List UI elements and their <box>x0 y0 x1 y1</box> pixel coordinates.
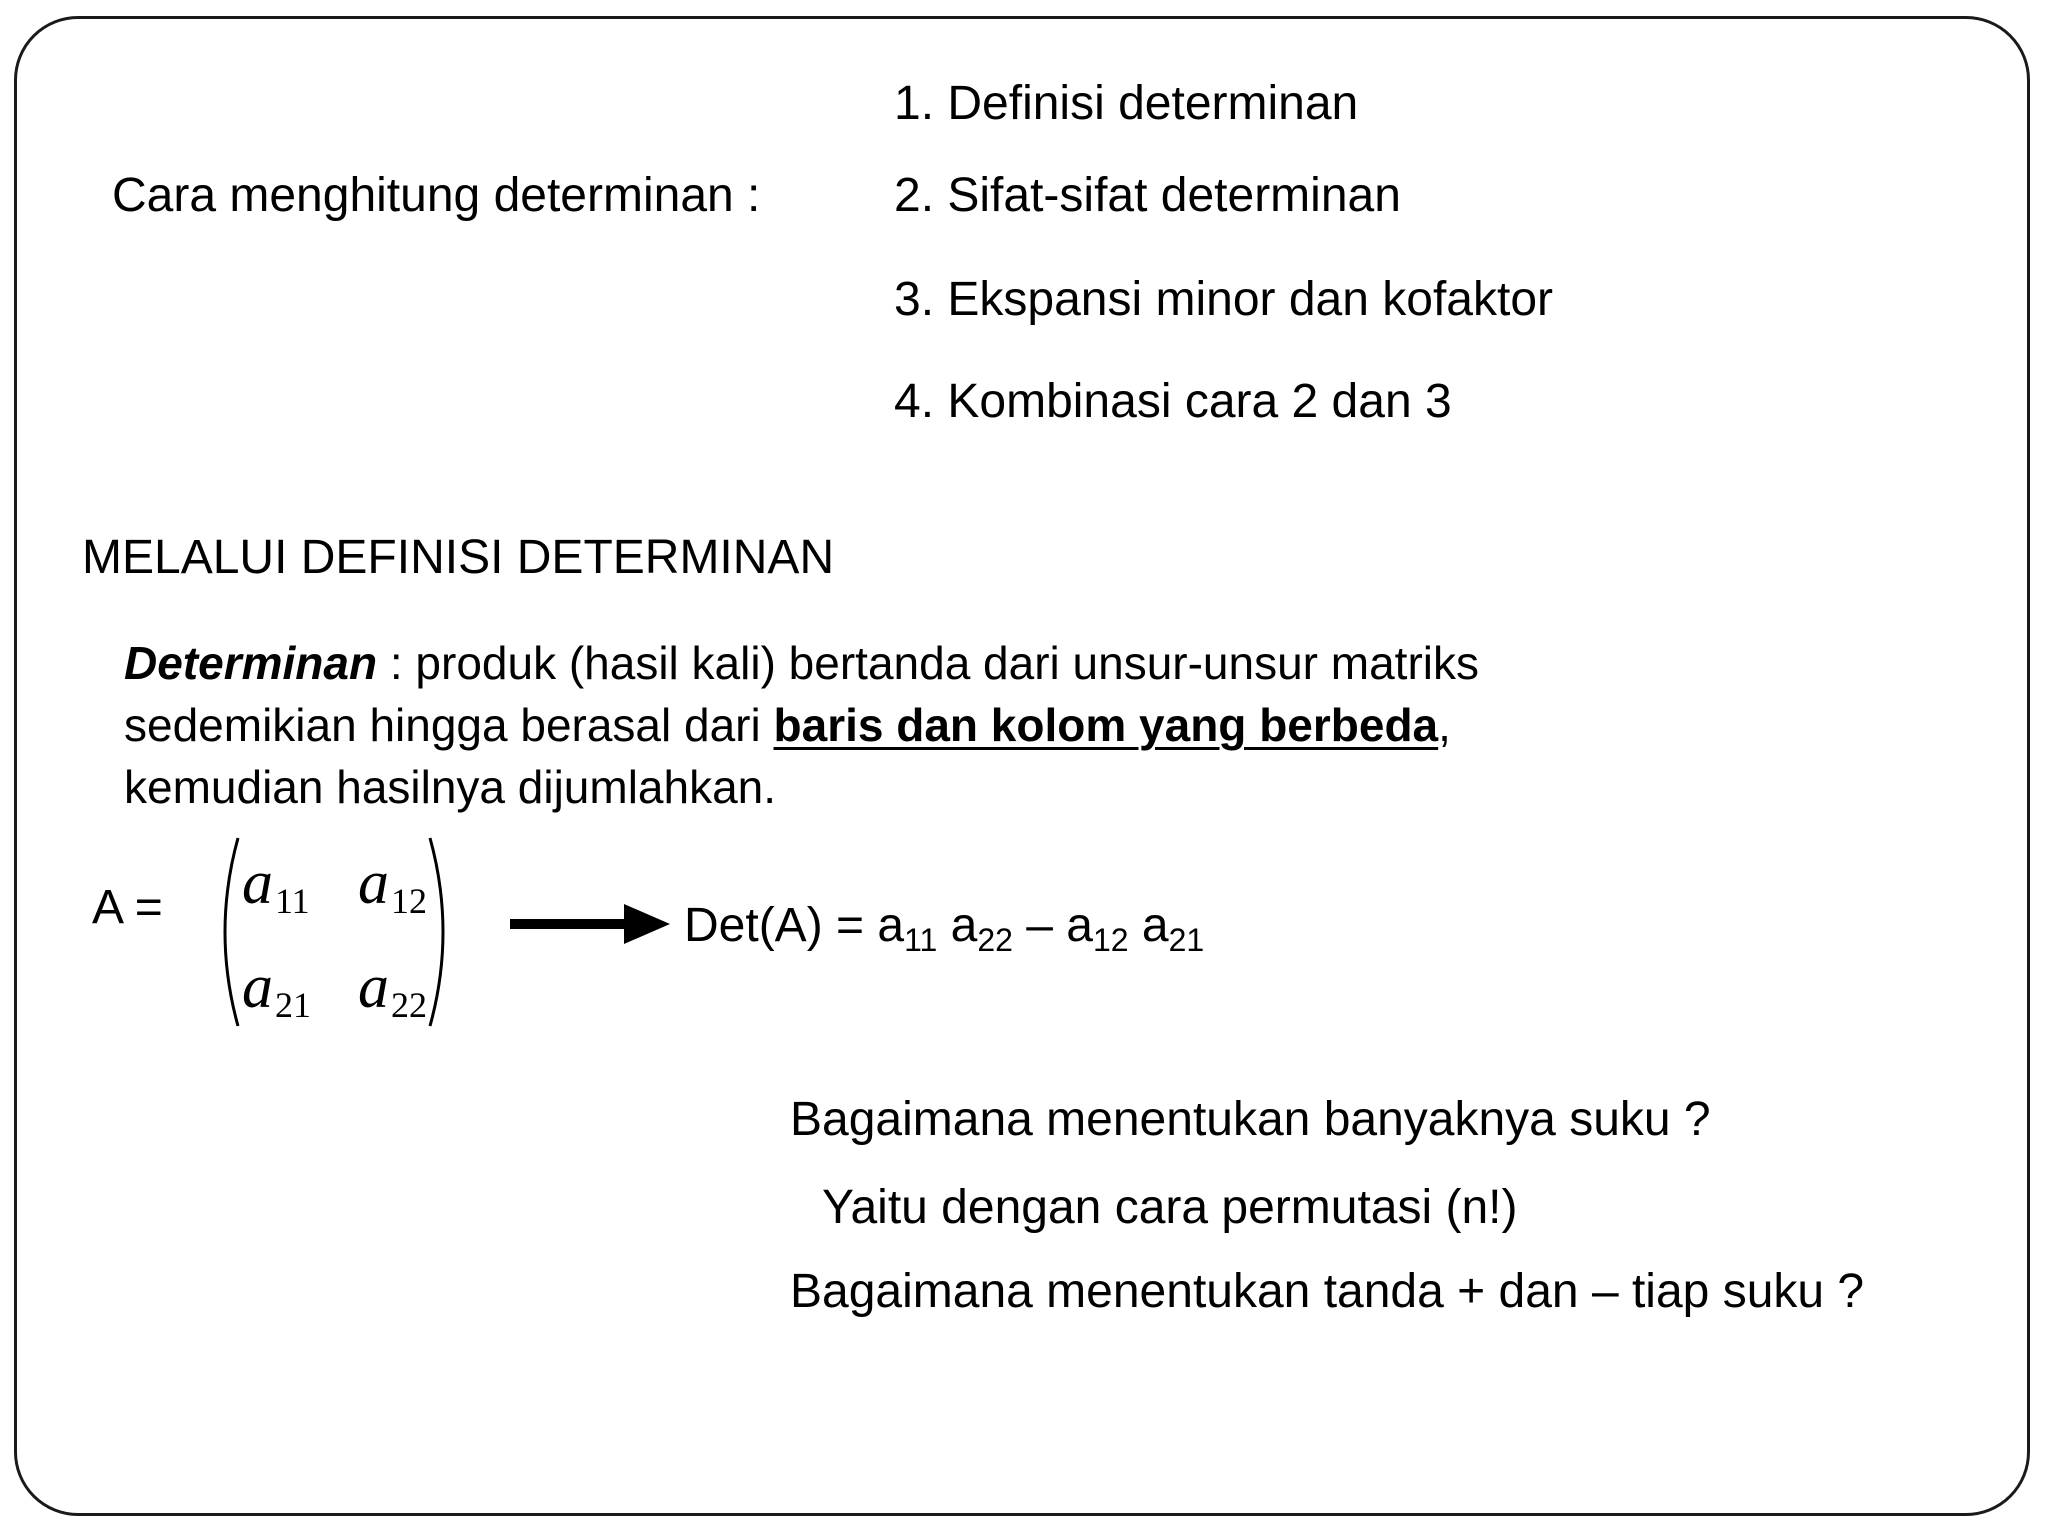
section-heading: MELALUI DEFINISI DETERMINAN <box>82 531 835 584</box>
method-item-2: 2. Sifat-sifat determinan <box>894 169 1401 222</box>
answer-term-count: Yaitu dengan cara permutasi (n!) <box>822 1181 1518 1234</box>
definition-paragraph <box>124 632 1479 818</box>
definition-text-4: kemudian hasilnya dijumlahkan. <box>124 761 777 813</box>
matrix-entry-22: $a_{22}$ <box>358 953 427 1025</box>
question-term-sign: Bagaimana menentukan tanda + dan – tiap suku ? <box>790 1265 1865 1318</box>
right-arrow-icon <box>510 902 670 946</box>
matrix-entry-11: $a_{11}$ <box>242 849 310 921</box>
definition-text-3: , <box>1438 699 1451 751</box>
matrix-label: A = <box>92 881 163 934</box>
determinant-formula: $Det(A) = a_{11}$ $a_{22} - a_{12}$ $a_{21}$ <box>684 899 1205 958</box>
definition-emphasis: baris dan kolom yang berbeda <box>773 699 1439 751</box>
matrix-entry-12: $a_{12}$ <box>358 849 427 921</box>
matrix-entry-21: $a_{21}$ <box>242 953 311 1025</box>
definition-text-2: sedemikian hingga berasal dari <box>124 699 774 751</box>
intro-label: Cara menghitung determinan : <box>112 169 761 222</box>
matrix-2x2 <box>212 832 456 1032</box>
definition-text-1: : produk (hasil kali) bertanda dari unsur-unsur matriks <box>377 637 1479 689</box>
definition-term: Determinan <box>124 637 378 689</box>
method-item-4: 4. Kombinasi cara 2 dan 3 <box>894 375 1452 428</box>
method-item-3: 3. Ekspansi minor dan kofaktor <box>894 273 1553 326</box>
question-term-count: Bagaimana menentukan banyaknya suku ? <box>790 1093 1711 1146</box>
method-item-1: 1. Definisi determinan <box>894 77 1359 130</box>
